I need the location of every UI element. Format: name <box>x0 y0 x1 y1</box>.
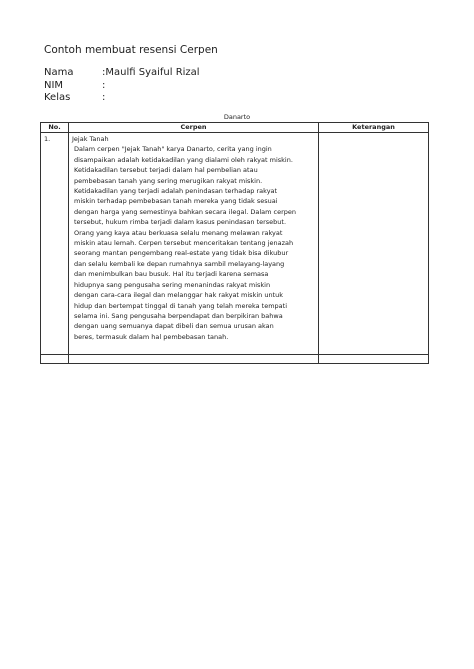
author-name: Danarto <box>223 113 251 121</box>
story-line: seorang mantan pengembang real-estate yang tidak bisa dikubur <box>74 249 289 258</box>
keterangan-cell <box>319 133 429 355</box>
story-line: dengan uang semuanya dapat dibeli dan semua urusan akan <box>74 322 274 331</box>
story-line: dan menimbulkan bau busuk. Hal itu terjadi karena semasa <box>74 270 269 279</box>
name-label: Nama <box>44 67 74 78</box>
empty-cell <box>69 355 319 364</box>
story-line: selama ini. Sang pengusaha berpendapat dan berpikiran bahwa <box>74 311 283 320</box>
cerpen-cell <box>69 133 319 355</box>
review-table <box>40 122 429 364</box>
kelas-label: Kelas <box>44 92 71 103</box>
empty-cell <box>319 355 429 364</box>
row-number: 1. <box>41 133 69 355</box>
kelas-row <box>44 92 200 105</box>
name-value: :Maulfi Syaiful Rizal <box>102 67 200 78</box>
header-keterangan: Keterangan <box>319 123 429 133</box>
empty-cell <box>41 355 69 364</box>
table-row <box>41 133 429 355</box>
story-line: Dalam cerpen "Jejak Tanah" karya Danarto, cerita yang ingin <box>74 145 272 154</box>
story-summary <box>72 144 315 342</box>
name-row <box>44 67 200 80</box>
story-line: beres, termasuk dalam hal pembebasan tanah. <box>74 332 229 341</box>
story-line: disampaikan adalah ketidakadilan yang dialami oleh rakyat miskin. <box>74 155 293 164</box>
story-title: Jejak Tanah <box>72 135 109 143</box>
document-title: Contoh membuat resensi Cerpen <box>44 44 218 56</box>
nim-row <box>44 80 200 93</box>
story-line: miskin atau lemah. Cerpen tersebut menceritakan tentang jenazah <box>74 239 294 248</box>
table-header-row <box>41 123 429 133</box>
kelas-value: : <box>102 92 106 103</box>
nim-value: : <box>102 79 106 91</box>
nim-label: NIM <box>44 79 64 91</box>
story-line: pembebasan tanah yang sering merugikan rakyat miskin. <box>74 176 263 185</box>
story-line: Ketidakadilan yang terjadi adalah penindasan terhadap rakyat <box>74 187 278 196</box>
header-no: No. <box>41 123 69 133</box>
story-line: miskin terhadap pembebasan tanah mereka yang tidak sesuai <box>74 197 278 206</box>
story-line: hidup dan bertempat tinggal di tanah yang telah mereka tempati <box>74 301 288 310</box>
story-line: Orang yang kaya atau berkuasa selalu menang melawan rakyat <box>74 228 283 237</box>
header-cerpen: Cerpen <box>69 123 319 133</box>
empty-row <box>41 355 429 364</box>
story-line: Ketidakadilan tersebut terjadi dalam hal pembelian atau <box>74 166 258 175</box>
story-line: dengan harga yang semestinya bahkan secara ilegal. Dalam cerpen <box>74 207 297 216</box>
story-line: dengan cara-cara ilegal dan melanggar hak rakyat miskin untuk <box>74 291 283 300</box>
story-line: hidupnya sang pengusaha sering menanindas rakyat miskin <box>74 280 271 289</box>
story-line: dan selalu kembali ke depan rumahnya sambil melayang-layang <box>74 259 285 268</box>
story-line: tersebut, hukum rimba terjadi dalam kasus penindasan tersebut. <box>74 218 287 227</box>
student-info <box>44 67 200 105</box>
